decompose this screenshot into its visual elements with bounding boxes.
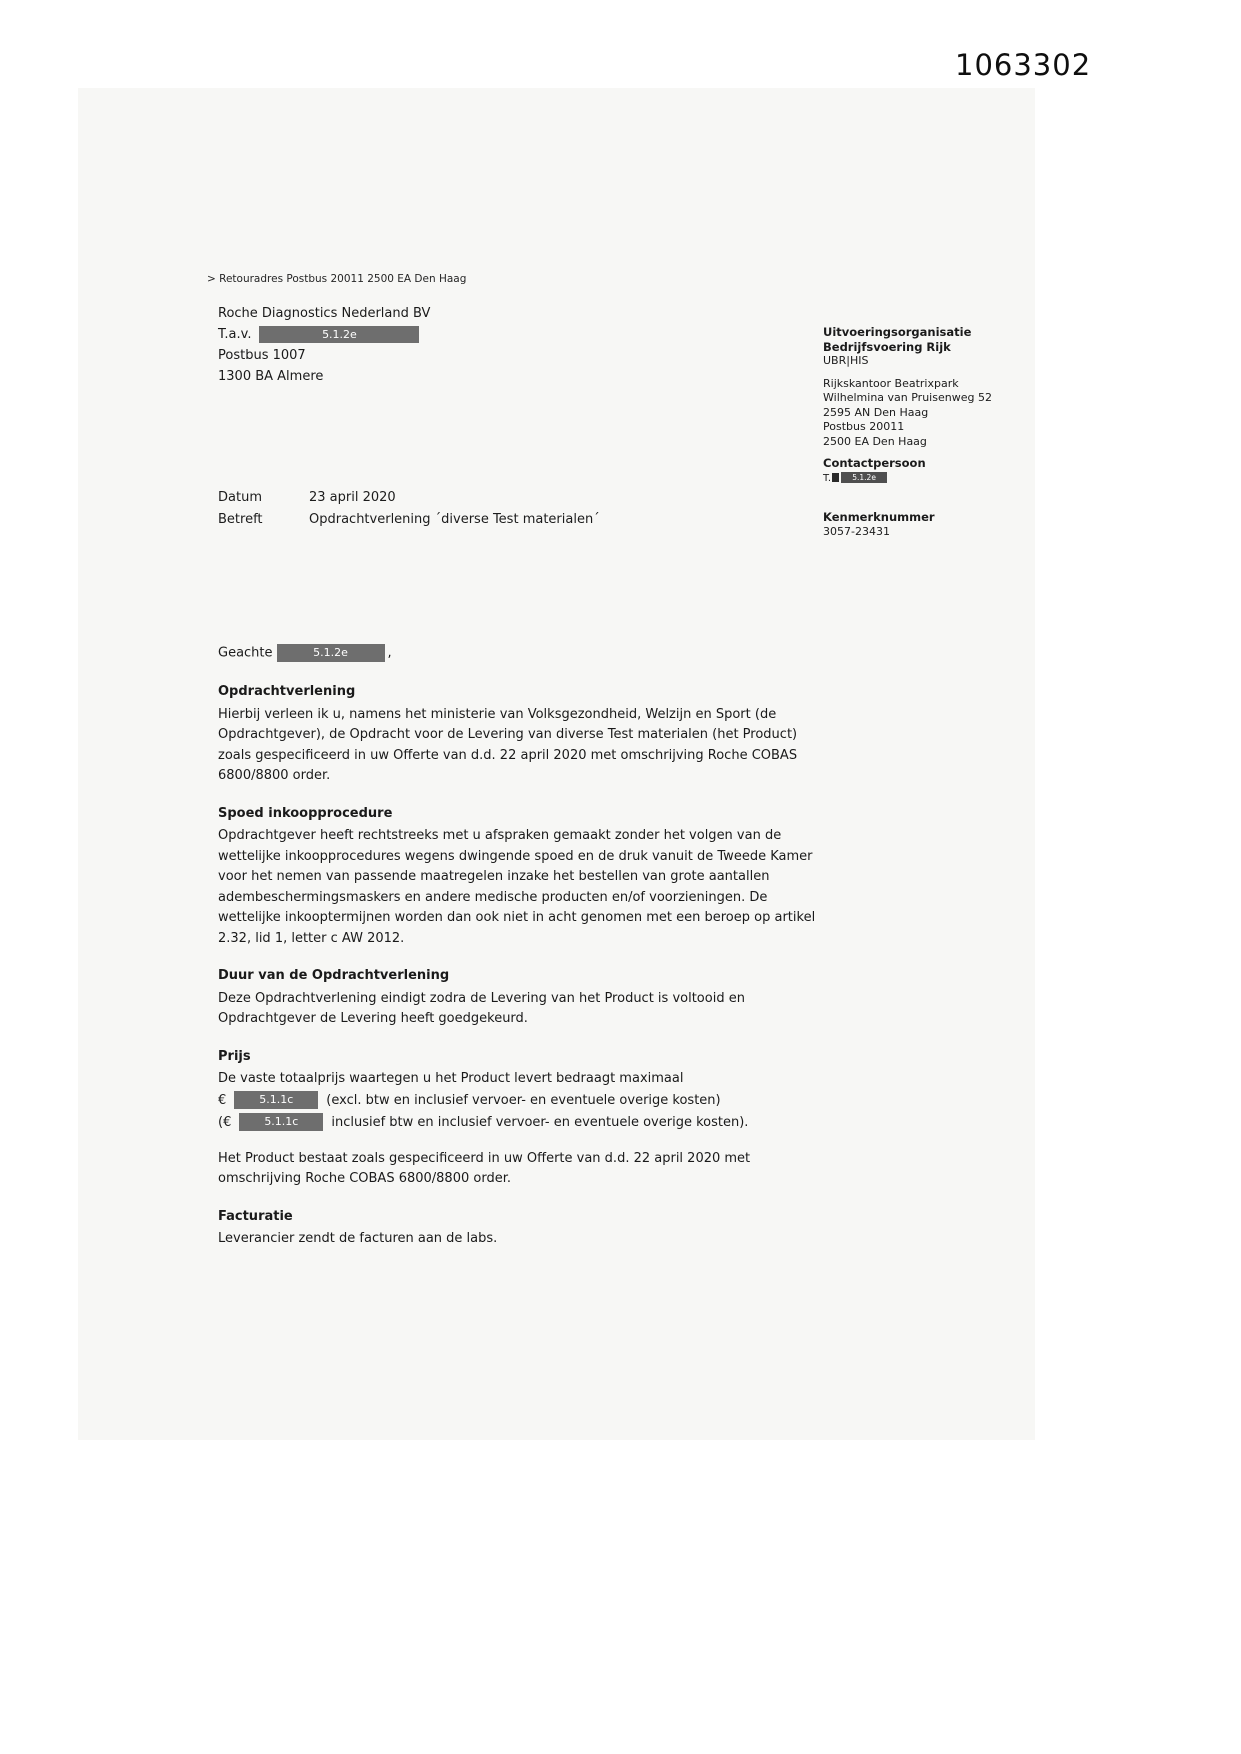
- price-incl-text: inclusief btw en inclusief vervoer- en eventuele overige kosten).: [331, 1114, 749, 1130]
- recipient-name: Roche Diagnostics Nederland BV: [218, 306, 431, 321]
- section-paragraph: Opdrachtgever heeft rechtstreeks met u afspraken gemaakt zonder het volgen van de wettelijke inkoopprocedures wegens dwingende spoed en de druk vanuit de Tweede Kamer voor het nemen van passende maatregelen inzake het bestellen van grote aantallen adembeschermingsmaskers en andere medische producten en/of voorzieningen. De wettelijke inkooptermijnen worden dan ook niet in acht genomen met een beroep op artikel 2.32, lid 1, letter c AW 2012.: [218, 828, 816, 946]
- section-heading: Prijs: [218, 1048, 251, 1064]
- datum-row: [218, 487, 600, 509]
- contact-line: [823, 472, 1018, 487]
- section-paragraph: Hierbij verleen ik u, namens het ministerie van Volksgezondheid, Welzijn en Sport (de Opdrachtgever), de Opdracht voor de Levering van diverse Test materialen (het Product) zoals gespecificeerd in uw Offerte van d.d. 22 april 2020 met omschrijving Roche COBAS 6800/8800 order.: [218, 706, 798, 783]
- euro-sign-paren: (€: [218, 1114, 232, 1130]
- letter-meta: [218, 487, 600, 531]
- redaction-box-salutation: 5.1.2e: [277, 644, 385, 662]
- kenmerk-value: 3057-23431: [823, 524, 890, 538]
- section-opdrachtverlening: [218, 682, 816, 787]
- document-number: 1063302: [955, 48, 1092, 82]
- prijs-intro: De vaste totaalprijs waartegen u het Product levert bedraagt maximaal: [218, 1071, 684, 1086]
- salutation-line: [218, 644, 392, 662]
- price-line-incl: [218, 1112, 816, 1134]
- section-heading: Opdrachtverlening: [218, 684, 356, 699]
- contact-label: Contactpersoon: [823, 456, 926, 470]
- org-address-line: 2500 EA Den Haag: [823, 434, 927, 448]
- betreft-row: [218, 509, 600, 531]
- redaction-box-price-incl: 5.1.1c: [239, 1113, 323, 1131]
- section-paragraph: Leverancier zendt de facturen aan de labs.: [218, 1231, 498, 1246]
- section-prijs: [218, 1047, 816, 1190]
- section-heading: Spoed inkoopprocedure: [218, 805, 393, 821]
- section-heading: Facturatie: [218, 1208, 293, 1224]
- price-excl-text: (excl. btw en inclusief vervoer- en eventuele overige kosten): [326, 1092, 721, 1108]
- recipient-city: 1300 BA Almere: [218, 369, 324, 384]
- contact-prefix: T.: [823, 472, 832, 484]
- recipient-postbus: Postbus 1007: [218, 348, 306, 363]
- org-address-line: Rijkskantoor Beatrixpark: [823, 376, 959, 390]
- org-name-line2: Bedrijfsvoering Rijk: [823, 339, 951, 354]
- price-line-excl: [218, 1090, 816, 1112]
- org-name-line1: Uitvoeringsorganisatie: [823, 325, 972, 339]
- section-spoed-inkoopprocedure: [218, 804, 816, 950]
- kenmerk-label: Kenmerknummer: [823, 510, 935, 524]
- redaction-box-contact: 5.1.2e: [841, 472, 887, 483]
- prijs-followup-paragraph: Het Product bestaat zoals gespecificeerd in uw Offerte van d.d. 22 april 2020 met omschrijving Roche COBAS 6800/8800 order.: [218, 1150, 751, 1186]
- recipient-attn-line: [218, 324, 430, 345]
- euro-sign: €: [218, 1092, 227, 1108]
- section-facturatie: [218, 1207, 816, 1250]
- datum-value: 23 april 2020: [309, 490, 396, 505]
- org-unit: UBR|HIS: [823, 354, 869, 367]
- salutation-suffix: ,: [387, 645, 392, 661]
- recipient-address-block: [218, 303, 430, 387]
- return-address: > Retouradres Postbus 20011 2500 EA Den Haag: [207, 273, 467, 285]
- org-address-line: 2595 AN Den Haag: [823, 405, 929, 419]
- letter-body: [218, 682, 816, 1267]
- section-duur: [218, 966, 816, 1030]
- datum-label: Datum: [218, 490, 262, 505]
- org-address-line: Wilhelmina van Pruisenweg 52: [823, 391, 992, 404]
- org-address-block: [823, 377, 1018, 450]
- betreft-value: Opdrachtverlening ´diverse Test materialen´: [309, 512, 600, 527]
- section-paragraph: Deze Opdrachtverlening eindigt zodra de Levering van het Product is voltooid en Opdrachtgever de Levering heeft goedgekeurd.: [218, 990, 745, 1026]
- letterhead-sidebar: [823, 325, 1018, 539]
- section-heading: Duur van de Opdrachtverlening: [218, 968, 450, 983]
- betreft-label: Betreft: [218, 512, 263, 527]
- redaction-box-price-excl: 5.1.1c: [234, 1091, 318, 1109]
- redaction-box-tav: 5.1.2e: [259, 326, 419, 343]
- org-address-line: Postbus 20011: [823, 420, 905, 433]
- tav-label: T.a.v.: [218, 327, 252, 342]
- redaction-mini-square: [832, 473, 839, 482]
- salutation-prefix: Geachte: [218, 645, 273, 661]
